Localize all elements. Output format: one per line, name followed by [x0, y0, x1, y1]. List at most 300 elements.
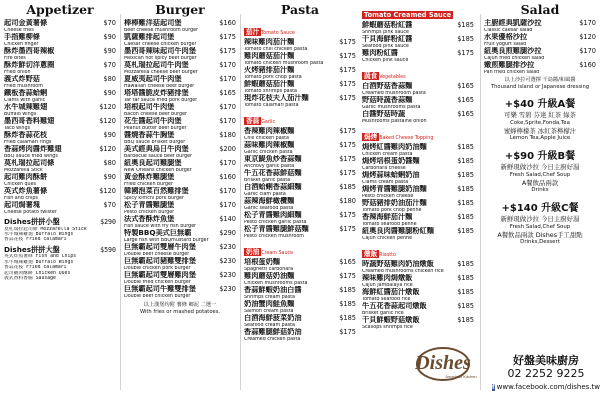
pink-pasta-item-name: 雞肉粉紅醬: [362, 49, 398, 57]
pink-pasta-item-name-en: Chicken pink sauce: [362, 57, 409, 63]
pink-pasta-item-name: 干貝海鮮粉紅醬: [362, 35, 413, 43]
garlic-pasta-item-name: 東京鯷魚炒香蒜麵: [244, 155, 302, 163]
salad-item: [484, 19, 596, 33]
pink-pasta-item-text: [362, 21, 412, 35]
baked-pasta-item: [362, 213, 474, 227]
cream-pasta-item-text: [244, 272, 307, 286]
risotto-item-price: $185: [457, 302, 474, 310]
risotto-item-name-en: Brisket garlic rice: [362, 310, 404, 316]
burger-item-text: [124, 187, 189, 201]
combo-a-line: 可樂 雪碧 芬達 紅茶 綠茶: [503, 111, 577, 119]
cream-pasta-item-name-en: Salmon cream pasta: [244, 308, 294, 314]
veg-pasta-item-text: [362, 96, 420, 110]
combo-b-line: 新鮮現做沙拉 今日主廚好湯: [500, 163, 580, 171]
tomato-pasta-item-name: 現炸花枝夫人茄汁麵: [244, 94, 309, 102]
appetizer-item-price: $80: [103, 75, 116, 83]
garlic-pasta-item-name-en: Pesto chicken mushroom: [244, 233, 304, 239]
burger-item-name: 棒棒雞洋菇起司堡: [124, 19, 182, 27]
facebook-icon: f: [492, 383, 495, 391]
section-tomato-sub: Tomato Sauce: [261, 31, 295, 36]
appetizer-item-name-en: Chicken ques: [4, 181, 37, 187]
appetizer-item-name-en: Fried calamari rings: [4, 139, 52, 145]
salad-note: 以上沙拉可選擇 千島醬/和風醬: [504, 77, 576, 83]
burger-item: [124, 19, 236, 33]
risotto-item: [362, 288, 474, 302]
pasta-right: [362, 2, 474, 342]
garlic-pasta-item-price: $185: [339, 183, 356, 191]
salad-item: [484, 33, 596, 47]
appetizer-item-name-en: Cheese potato twister: [4, 209, 57, 215]
burger-item-name: 凱薩雞排起司堡: [124, 33, 175, 41]
risotto-item-price: $185: [457, 288, 474, 296]
combo-c-line: A餐飲品兩款 Dishes手工甜點: [497, 230, 583, 239]
appetizer-item-name-en: Fire bites: [4, 55, 26, 61]
tomato-pasta-item-text: [244, 38, 307, 52]
cream-pasta-list: [244, 258, 356, 342]
burger-item-text: [124, 271, 196, 285]
combo-b: [484, 150, 596, 194]
garlic-pasta-item-price: $175: [339, 155, 356, 163]
baked-pasta-item: [362, 199, 474, 213]
garlic-pasta-item-price: $180: [339, 197, 356, 205]
appetizer-item-name: 墨西哥香料雞翅: [4, 117, 55, 125]
appetizer-combo-large: [4, 246, 116, 282]
salad-item-price: $170: [579, 47, 596, 55]
garlic-pasta-item: [244, 197, 356, 211]
pasta-left: [244, 19, 356, 342]
burger-item-price: $175: [219, 47, 236, 55]
burger-item-name-en: Fish sauce with fry fish burger: [124, 223, 197, 229]
burger-item-name-en: Mexican hot spicy beef burger: [124, 55, 197, 61]
garlic-pasta-item-price: $175: [339, 127, 356, 135]
salad-header: Salad: [520, 2, 560, 17]
appetizer-item-name: 酥炸鮮切洋蔥圈: [4, 61, 55, 69]
appetizer-item-text: [4, 103, 47, 117]
salad-list: [484, 19, 596, 75]
salad-item-name-en: Pan fried chicken salad: [484, 69, 540, 75]
burger-item-text: [124, 131, 185, 145]
cream-pasta-item-text: [244, 300, 294, 314]
baked-pasta-item-name-en: Pesto chicken cheese: [362, 193, 414, 199]
salad-item-name-en: Fruit yogurt salad: [484, 41, 527, 47]
burger-item-name-en: Caesar cheese chicken burger: [124, 41, 197, 47]
garlic-pasta-item: [244, 141, 356, 155]
salad-item: [484, 47, 596, 61]
appetizer-item-name: 水牛城辣雞翅: [4, 103, 48, 111]
logo-subtext: American Kitchen: [445, 374, 477, 379]
salad-item-name: 水果優格沙拉: [484, 33, 528, 41]
burger-item-text: [124, 285, 196, 299]
burger-item: [124, 117, 236, 131]
tomato-pasta-item-name: 鮮蝦蘑菇茄汁麵: [244, 80, 295, 88]
appetizer-combo-small: [4, 218, 116, 243]
garlic-pasta-item-name-en: Pesto chicken garlic pasta: [244, 219, 307, 225]
appetizer-item: [4, 159, 116, 173]
burger-item: [124, 201, 236, 215]
salad-item-text: [484, 33, 527, 47]
appetizer-item-price: $90: [103, 47, 116, 55]
cream-pasta-item: [244, 272, 356, 286]
baked-pasta-item-price: $185: [457, 171, 474, 179]
appetizer-item-name: 莫札瑞拉起司條: [4, 159, 55, 167]
burger-item: [124, 187, 236, 201]
burger-item-text: [124, 229, 209, 243]
garlic-pasta-item-text: [244, 225, 309, 239]
burger-item-name-en: Pesto chicken burger: [124, 209, 175, 215]
baked-pasta-item-price: $185: [457, 143, 474, 151]
appetizer-item-name-en: Taco wings: [4, 125, 31, 131]
burger-item-name: 韓國泡菜百然雞排堡: [124, 187, 189, 195]
appetizer-item-text: [4, 89, 47, 103]
cream-pasta-item: [244, 258, 356, 272]
burger-item-price: $230: [219, 271, 236, 279]
salad-item-name-en: Classic caesar salad: [484, 27, 533, 33]
burger-item-name-en: Fried chicken burger: [124, 181, 173, 187]
burger-item-text: [124, 19, 198, 33]
appetizer-list: [4, 19, 116, 215]
risotto-item-name-en: Creamed mushrooms chicken rice: [362, 268, 444, 274]
risotto-item-name: 辣味雞肉焗燉飯: [362, 274, 413, 282]
appetizer-item: [4, 33, 116, 47]
appetizer-item-price: $90: [103, 89, 116, 97]
combo-small-title: Dishes拼拼小盤: [4, 217, 60, 226]
pink-pasta-list: [362, 21, 474, 63]
cream-pasta-item-name-en: Creamed chicken pasta: [244, 336, 301, 342]
burger-item-price: $180: [219, 131, 236, 139]
website-link[interactable]: www.facebook.com/dishes.tw: [496, 383, 600, 391]
burger-item-name-en: Double beef chicken burger: [124, 293, 191, 299]
appetizer-item-text: [4, 47, 54, 61]
tomato-pasta-item-price: $175: [339, 94, 356, 102]
appetizer-item: [4, 89, 116, 103]
risotto-item-price: $185: [457, 260, 474, 268]
website-row[interactable]: [494, 382, 598, 392]
appetizer-item-name-en: Cheese fries: [4, 27, 34, 33]
appetizer-item-price: $70: [103, 201, 116, 209]
burger-item-text: [124, 257, 196, 271]
burger-item-text: [124, 33, 196, 47]
baked-pasta-item-price: $185: [457, 213, 474, 221]
appetizer-item-text: [4, 19, 47, 33]
pink-pasta-item-price: $185: [457, 35, 474, 43]
garlic-pasta-item: [244, 211, 356, 225]
burger-item: [124, 159, 236, 173]
baked-pasta-item-name: 香辣海鮮茄汁麵: [362, 213, 413, 221]
veg-pasta-item: [362, 96, 474, 110]
baked-pasta-item-price: $185: [457, 227, 474, 235]
appetizer-item-name-en: Chicken finger: [4, 41, 39, 47]
cream-pasta-item-name-en: Seafood cream pasta: [244, 322, 295, 328]
pink-pasta-item-price: $185: [457, 21, 474, 29]
section-garlic-title: 香蒜: [246, 117, 260, 125]
garlic-pasta-item-name: 松子青醬雞腿鮮菇麵: [244, 225, 309, 233]
burger-item-price: $170: [219, 117, 236, 125]
baked-pasta-item-name-en: Tomato pork chop penne: [362, 207, 422, 213]
burger-note: 以上漢堡均附 薯條 鄉泥 二選一: [143, 302, 217, 308]
appetizer-item-text: [4, 145, 62, 159]
burger-item-price: $290: [219, 229, 236, 237]
risotto-item-text: [362, 316, 420, 330]
tomato-pasta-item: [244, 66, 356, 80]
garlic-pasta-item: [244, 169, 356, 183]
burger-item-text: [124, 75, 194, 89]
tomato-pasta-item-name-en: Tomato shrimps pasta: [244, 88, 297, 94]
burger-item-name-en: BBQ sauce brisket burger: [124, 139, 186, 145]
baked-pasta-list: [362, 143, 474, 241]
risotto-item: [362, 260, 474, 274]
risotto-item-name-en: Tomato seafood rice: [362, 296, 411, 302]
garlic-pasta-item-text: [244, 183, 302, 197]
cream-pasta-item: [244, 328, 356, 342]
pink-pasta-item-text: [362, 35, 412, 49]
combo-large-price: $590: [100, 245, 116, 254]
appetizer-item-price: $120: [99, 117, 116, 125]
baked-pasta-item-name: 焗烤紅醬雞肉奶油麵: [362, 143, 427, 151]
burger-item-price: $230: [219, 257, 236, 265]
tomato-pasta-item-name: 雞肉蘑菇茄汁麵: [244, 52, 295, 60]
garlic-pasta-item-text: [244, 197, 294, 211]
appetizer-item-text: [4, 201, 57, 215]
risotto-item-name-en: Cajun Jambalaya rice: [362, 282, 413, 288]
burger-item-price: $175: [219, 33, 236, 41]
burger-item-price: $170: [219, 103, 236, 111]
baked-pasta-item-text: [362, 171, 420, 185]
baked-pasta-item: [362, 227, 474, 241]
burger-item: [124, 131, 236, 145]
burger-item-price: $140: [219, 215, 236, 223]
salad-item-text: [484, 61, 539, 75]
salad-note-en: Thousand island or Japanese dressing: [490, 83, 590, 90]
veg-pasta-item-name: 白酒野菇香蒜麵: [362, 82, 413, 90]
garlic-pasta-item-text: [244, 169, 302, 183]
brand-info: [496, 354, 596, 380]
cream-pasta-item-price: $175: [339, 272, 356, 280]
tomato-pasta-item: [244, 80, 356, 94]
burger-item-name-en: Double fried chicken burger: [124, 279, 191, 285]
salad-item-price: $170: [579, 19, 596, 27]
salad-item-name: 嫩煎雞腿排沙拉: [484, 61, 535, 69]
combo-c: [484, 202, 596, 246]
veg-pasta-item: [362, 82, 474, 96]
baked-pasta-item-name: 焗烤培根蛋奶醬麵: [362, 157, 420, 165]
tomato-pasta-item-text: [244, 52, 323, 66]
pink-pasta-item-name: 鮮蝦蘑菇粉紅醬: [362, 21, 413, 29]
salad-item-price: $120: [579, 33, 596, 41]
tomato-pasta-item-price: $175: [339, 38, 356, 46]
burger-header: Burger: [155, 2, 205, 17]
baked-pasta-item-price: $185: [457, 157, 474, 165]
combo-a-line: Coke,Sprite,Fonda,Tea: [510, 119, 570, 126]
garlic-pasta-item-price: $175: [339, 225, 356, 233]
appetizer-item-price: $80: [103, 159, 116, 167]
burger-item: [124, 61, 236, 75]
burger-item-name: 莫札瑞拉起司牛肉堡: [124, 61, 189, 69]
combo-c-line: 新鮮現做沙拉 今日主廚好湯: [500, 215, 580, 223]
appetizer-item-name: 英式炸魚薯條: [4, 187, 48, 195]
risotto-item-text: [362, 260, 444, 274]
appetizer-item-text: [4, 131, 51, 145]
baked-pasta-item-text: [362, 143, 427, 157]
risotto-item: [362, 316, 474, 330]
appetizer-item-name: 起司金黃薯條: [4, 19, 48, 27]
baked-pasta-item-name-en: Cajun chicken penne: [362, 235, 413, 241]
appetizer-item-price: $70: [103, 61, 116, 69]
salad-item-text: [484, 19, 542, 33]
baked-pasta-item: [362, 171, 474, 185]
burger-item-name: 特製BBQ美式巨無霸: [124, 229, 192, 237]
appetizer-item-name: 香蒜烤肉醬炸雞翅: [4, 145, 62, 153]
baked-pasta-item-text: [362, 213, 417, 227]
baked-pasta-item-name: 紐奧良肉醬雞腿粉紅麵: [362, 227, 434, 235]
veg-pasta-item-name: 白醬野菇時蔬: [362, 110, 406, 118]
cream-pasta-item-name: 奶油蟹肉鮭魚麵: [244, 300, 295, 308]
pink-pasta-item: [362, 35, 474, 49]
burger-item: [124, 285, 236, 299]
burger-item-price: $160: [219, 19, 236, 27]
burger-item: [124, 75, 236, 89]
restaurant-name: 好盤美味廚房: [513, 354, 579, 367]
tomato-pasta-item: [244, 52, 356, 66]
cream-pasta-item-name-en: Chicken mushrooms pasta: [244, 280, 308, 286]
appetizer-item-name-en: Clams with garlic: [4, 97, 46, 103]
appetizer-item: [4, 19, 116, 33]
garlic-pasta-item-name-en: Garlic clam pasta: [244, 191, 286, 197]
burger-item: [124, 47, 236, 61]
burger-item-name: 墨西哥辣味起司牛肉堡: [124, 47, 196, 55]
cream-pasta-item-name-en: Spaghetti carbonara: [244, 266, 294, 272]
logo-text: Dishes: [415, 352, 471, 374]
pink-pasta-item: [362, 49, 474, 63]
appetizer-item: [4, 75, 116, 89]
veg-pasta-item-name-en: Creamed mushroom pasta: [362, 90, 426, 96]
burger-item-name-en: Large fish with BBQmustard burger: [124, 237, 209, 243]
section-baked-title: 焗烤: [364, 133, 378, 141]
veg-pasta-item-text: [362, 110, 427, 124]
burger-item-name: 塔塔醬脆皮炸豬排堡: [124, 89, 189, 97]
veg-pasta-item-name: 野菇時蔬香蒜麵: [362, 96, 413, 104]
appetizer-item-price: $90: [103, 173, 116, 181]
baked-pasta-item-text: [362, 227, 434, 241]
cream-pasta-item-name-en: Shrimps cream pasta: [244, 294, 296, 300]
appetizer-item-name: 酥炸墨西哥辣椒: [4, 47, 55, 55]
burger-item-price: $170: [219, 75, 236, 83]
burger-item-name-en: New Orleans chicken burger: [124, 167, 192, 173]
risotto-item-price: $185: [457, 316, 474, 324]
appetizer-item: [4, 103, 116, 117]
burger-item-text: [124, 145, 192, 159]
burger-list: [124, 19, 236, 299]
baked-pasta-item-price: $185: [457, 199, 474, 207]
appetizer-item-name-en: BBQ sauce fried wings: [4, 153, 58, 159]
appetizer-item-name: 酥炸香蒜花枝: [4, 131, 48, 139]
column-divider: [120, 14, 121, 390]
cream-pasta-item-price: $185: [339, 286, 356, 294]
appetizer-item-name-en: Mozzarella Stick: [4, 167, 43, 173]
baked-pasta-item: [362, 143, 474, 157]
burger-item: [124, 173, 236, 187]
veg-pasta-item-name-en: Mushrooms pastaine onion: [362, 118, 427, 124]
garlic-pasta-item-price: $175: [339, 211, 356, 219]
dishes-logo-graphic: [393, 340, 493, 384]
baked-pasta-item-name: 焗烤蒜味蛤蜊奶油: [362, 171, 420, 179]
garlic-pasta-item-name: 蒜味雞肉辣椒麵: [244, 141, 295, 149]
burger-item-text: [124, 61, 198, 75]
risotto-item-price: $185: [457, 274, 474, 282]
veg-pasta-list: [362, 82, 474, 124]
burger-item-name-en: Peanut butter beef burger: [124, 125, 187, 131]
burger-item-text: [124, 117, 187, 131]
tomato-pasta-item-name-en: Tomato pork chop pasta: [244, 74, 302, 80]
tomato-pasta-item-price: $175: [339, 80, 356, 88]
burger-item-price: $200: [219, 145, 236, 153]
section-baked-sub: Baked Cheese Topping: [379, 136, 434, 141]
burger-item-name: 紐奧良起司雞腿堡: [124, 159, 182, 167]
burger-item: [124, 257, 236, 271]
tomato-pasta-item-price: $175: [339, 66, 356, 74]
tomato-pasta-item-text: [244, 94, 309, 108]
appetizer-item-name: 起司焗薯塊: [4, 201, 40, 209]
appetizer-item-price: $120: [99, 103, 116, 111]
burger-item-name: 培根起司牛肉堡: [124, 103, 175, 111]
cream-pasta-item-text: [244, 286, 302, 300]
pink-pasta-item-name-en: Seafood pink sauce: [362, 43, 409, 49]
burger-item-name-en: Tar tar sauce fried pork burger: [124, 97, 198, 103]
combo-large-line: 起司雞肉酥餅 Chicken Ques: [4, 270, 71, 276]
salad-item-name-en: Cajun fried chicken salad: [484, 55, 545, 61]
burger-item-name-en: Beef cheese mushroom burger: [124, 27, 199, 33]
salad-item-text: [484, 47, 544, 61]
cream-pasta-item-name: 雞肉蘑菇奶油麵: [244, 272, 295, 280]
burger-item-name-en: Hawaiian cheese beef burger: [124, 83, 195, 89]
column-divider: [480, 14, 481, 390]
burger-item-text: [124, 201, 174, 215]
section-veg-title: 蔬食: [364, 72, 378, 80]
appetizer-item: [4, 187, 116, 201]
pink-pasta-item-text: [362, 49, 408, 63]
appetizer-item-price: $90: [103, 33, 116, 41]
garlic-pasta-item-name: 松子青醬雞肉細麵: [244, 211, 302, 219]
appetizer-item: [4, 47, 116, 61]
appetizer-item-text: [4, 117, 54, 131]
garlic-pasta-list: [244, 127, 356, 239]
burger-item-price: $230: [219, 243, 236, 251]
combo-b-title: +$90 升級B餐: [504, 151, 576, 162]
burger-item-text: [124, 243, 196, 257]
garlic-pasta-item-name-en: Chili chicken pasta: [244, 135, 289, 141]
pasta-header: Pasta: [280, 2, 320, 17]
cream-pasta-item: [244, 286, 356, 300]
tomato-pasta-item-name: 火烤豬排茄汁麵: [244, 66, 295, 74]
section-cream-sub: Cream Sauce: [261, 251, 294, 256]
cream-pasta-item-name: 白酒海鮮菠菜奶油: [244, 314, 302, 322]
burger-item: [124, 103, 236, 117]
tomato-pasta-item: [244, 38, 356, 52]
baked-pasta-item-text: [362, 157, 420, 171]
column-divider: [240, 14, 241, 390]
appetizer-item-text: [4, 33, 40, 47]
garlic-pasta-item-text: [244, 155, 302, 169]
salad-item-price: $160: [579, 61, 596, 69]
tomato-pasta-item: [244, 94, 356, 108]
tomato-pasta-item-name: 辣味雞肉茄汁麵: [244, 38, 295, 46]
risotto-item-text: [362, 274, 413, 288]
combo-c-line: Fresh Salad,Chef Soup: [509, 223, 571, 230]
risotto-list: [362, 260, 474, 330]
baked-pasta-item-name: 焗烤青醬雞腿奶油麵: [362, 185, 427, 193]
appetizer-item: [4, 117, 116, 131]
combo-small-line: 水牛城辣雞翅 Buffalo Wings: [4, 232, 74, 237]
section-veg-sub: Vegetables: [379, 75, 406, 80]
